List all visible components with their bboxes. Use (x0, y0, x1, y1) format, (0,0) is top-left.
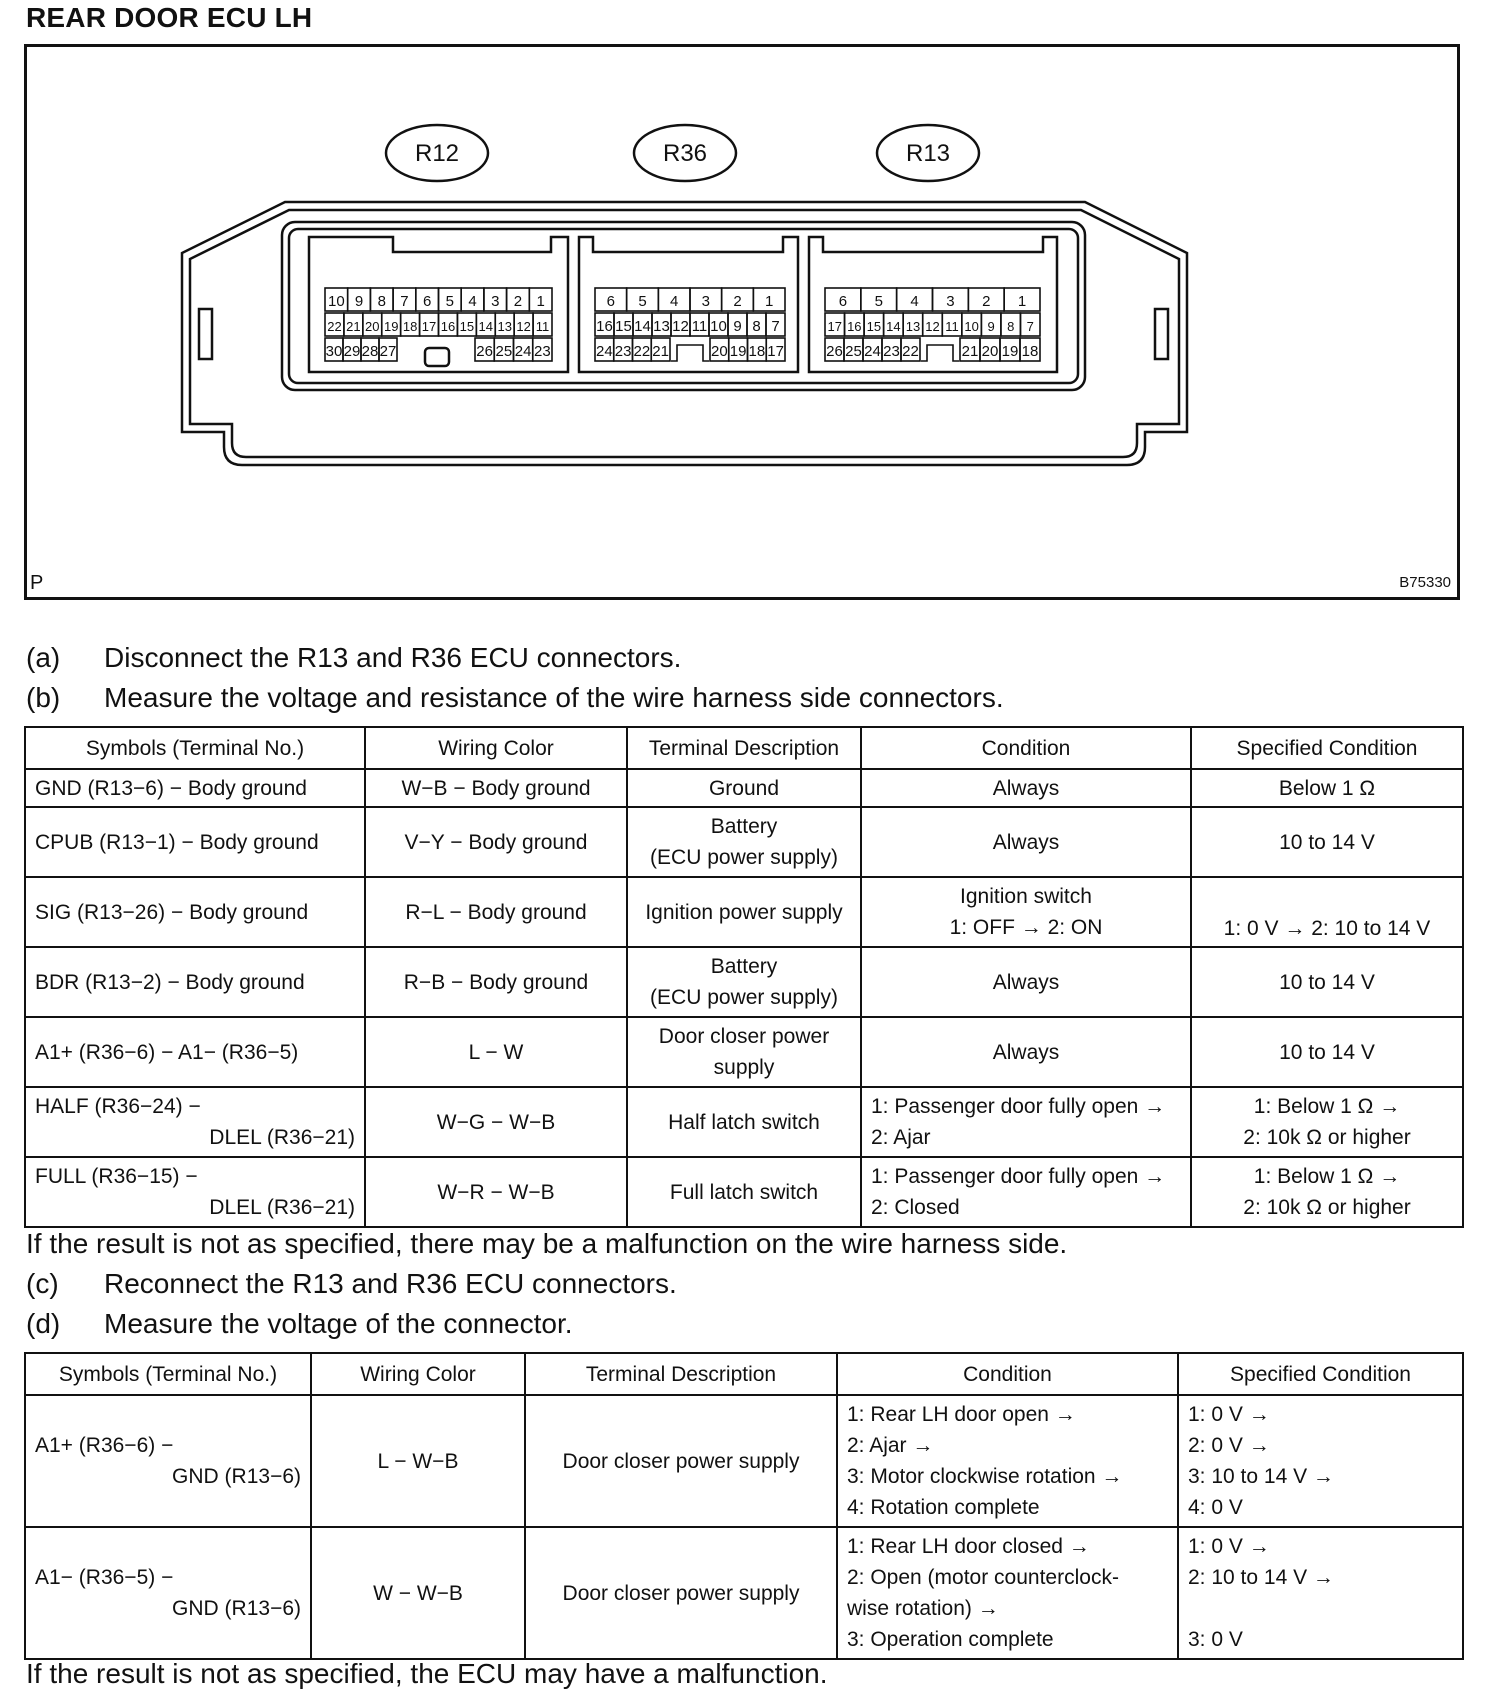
r12-pin-number: 14 (478, 319, 494, 334)
r12-pin-number: 6 (422, 293, 432, 310)
header-symbols: Symbols (Terminal No.) (25, 727, 365, 769)
table-row (25, 807, 1463, 877)
step-b-text: Measure the voltage and resistance of the wire harness side connectors. (104, 682, 1004, 713)
table-row (25, 947, 1463, 1017)
step-c-text: Reconnect the R13 and R36 ECU connectors. (104, 1268, 677, 1299)
r12-pin-number: 16 (440, 319, 456, 334)
cell-wiring: R−B − Body ground (365, 947, 627, 1017)
r12-pin-number: 23 (534, 343, 551, 360)
cell-symbol: GND (R13−6) − Body ground (25, 769, 365, 807)
cell-line: DLEL (R36−21) (209, 1126, 355, 1149)
r36-pin-number: 21 (652, 343, 669, 360)
r13-pin-number: 19 (1001, 343, 1019, 360)
right-side-tab (1155, 309, 1168, 359)
cell-line: Door closer power (658, 1025, 830, 1048)
ecu-voltage-table (24, 1352, 1464, 1660)
r36-pin-number: 22 (633, 343, 651, 360)
r36-pin-number: 6 (606, 293, 616, 310)
cell-description: Door closer power supply (525, 1395, 837, 1527)
table-row (25, 1017, 1463, 1087)
cell-line: supply (713, 1056, 775, 1079)
r12-pin-number: 20 (365, 319, 380, 334)
cell-line: HALF (R36−24) − (35, 1095, 201, 1118)
cell-wiring: W − W−B (311, 1527, 525, 1659)
cell-wiring: L − W (365, 1017, 627, 1087)
r12-pin-number: 13 (497, 319, 512, 334)
header-description: Terminal Description (525, 1353, 837, 1395)
cell-line: 2: 0 V → (1188, 1434, 1270, 1457)
r36-pin-number: 20 (711, 343, 728, 360)
r13-pin-number: 24 (864, 343, 881, 360)
cell-symbol: CPUB (R13−1) − Body ground (25, 807, 365, 877)
r13-pin-number: 18 (1021, 343, 1039, 360)
r36-pin-number: 9 (733, 318, 742, 335)
cell-line: GND (R13−6) (172, 1597, 301, 1620)
cell-description: Ground (627, 769, 861, 807)
r13-lock-notch (921, 345, 959, 361)
cell-wiring: W−R − W−B (365, 1157, 627, 1227)
left-side-tab (199, 309, 212, 359)
cell-line: 1: Below 1 Ω → (1253, 1165, 1401, 1188)
r12-pin-number: 2 (513, 293, 523, 310)
cell-description: Half latch switch (627, 1087, 861, 1157)
r36-pin-number: 17 (767, 343, 784, 360)
cell-condition: Always (861, 1017, 1191, 1087)
cell-condition: Always (861, 769, 1191, 807)
r12-pin-number: 27 (379, 343, 397, 360)
cell-line: 4: Rotation complete (847, 1496, 1040, 1519)
r13-label: R13 (905, 140, 951, 167)
cell-line: 1: Rear LH door open → (847, 1403, 1076, 1426)
r36-pin-number: 18 (748, 343, 766, 360)
cell-line: 2: 10 to 14 V → (1188, 1566, 1334, 1589)
r12-pin-number: 12 (516, 319, 531, 334)
connector-figure (24, 44, 1460, 600)
cell-specified: 10 to 14 V (1191, 1017, 1463, 1087)
header-description: Terminal Description (627, 727, 861, 769)
r12-pin-number: 26 (476, 343, 493, 360)
r13-pin-number: 7 (1026, 319, 1034, 334)
r12-pin-number: 25 (495, 343, 513, 360)
cell-specified: 10 to 14 V (1191, 807, 1463, 877)
r13-pin-number: 20 (981, 343, 999, 360)
header-specified: Specified Condition (1178, 1353, 1463, 1395)
r36-pin-number: 10 (710, 318, 727, 335)
step-b-label: (b) (26, 682, 61, 713)
r12-pin-number: 30 (325, 343, 343, 360)
r13-pin-number: 1 (1017, 293, 1027, 310)
cell-line: A1− (R36−5) − (35, 1566, 174, 1589)
step-c (26, 1268, 677, 1300)
cell-symbol: BDR (R13−2) − Body ground (25, 947, 365, 1017)
r36-pin-number: 15 (615, 318, 632, 335)
step-d-text: Measure the voltage of the connector. (104, 1308, 573, 1339)
cell-specified (1191, 1157, 1463, 1227)
cell-description (627, 947, 861, 1017)
r36-label: R36 (662, 140, 708, 167)
cell-line: 3: Operation complete (847, 1628, 1054, 1651)
cell-line: 3: 0 V (1188, 1628, 1243, 1651)
r13-pin-number: 17 (827, 319, 843, 334)
r36-pin-number: 19 (729, 343, 747, 360)
cell-symbol (25, 1157, 365, 1227)
r13-pin-number: 9 (987, 319, 995, 334)
cell-line: wise rotation) → (847, 1597, 999, 1620)
r12-pin-number: 24 (514, 343, 532, 360)
cell-line: Ignition switch (960, 885, 1092, 908)
r36-pin-number: 12 (672, 318, 689, 335)
r36-pin-number: 24 (596, 343, 613, 360)
cell-symbol (25, 1087, 365, 1157)
header-condition: Condition (861, 727, 1191, 769)
cell-line: Battery (710, 815, 778, 838)
cell-condition (837, 1395, 1178, 1527)
cell-line: 4: 0 V (1188, 1496, 1243, 1519)
cell-description (627, 1017, 861, 1087)
r13-pin-number: 22 (902, 343, 919, 360)
cell-description (627, 807, 861, 877)
header-specified: Specified Condition (1191, 727, 1463, 769)
table-header-row (25, 1353, 1463, 1395)
r12-pin-number: 28 (361, 343, 379, 360)
r12-pin-number: 19 (383, 319, 399, 334)
r13-pin-number: 25 (845, 343, 862, 360)
cell-line: 1: Below 1 Ω → (1253, 1095, 1401, 1118)
r12-pin-number: 17 (421, 319, 437, 334)
step-d-label: (d) (26, 1308, 61, 1339)
cell-line: 1: Passenger door fully open → (871, 1095, 1166, 1118)
cell-line: 1: OFF → 2: ON (949, 916, 1103, 939)
cell-condition (861, 1087, 1191, 1157)
cell-symbol: A1+ (R36−6) − A1− (R36−5) (25, 1017, 365, 1087)
r36-pin-number: 4 (669, 293, 679, 310)
r13-pin-number: 8 (1007, 319, 1015, 334)
cell-specified (1191, 1087, 1463, 1157)
cell-wiring: W−B − Body ground (365, 769, 627, 807)
r12-pin-number: 21 (346, 319, 361, 334)
r13-pin-number: 16 (847, 319, 862, 334)
cell-specified: Below 1 Ω (1191, 769, 1463, 807)
r36-pin-number: 11 (691, 318, 708, 335)
r12-pin-number: 9 (354, 293, 364, 310)
r13-pin-number: 23 (883, 343, 900, 360)
cell-specified (1178, 1395, 1463, 1527)
figure-corner-label: P (30, 572, 44, 594)
r12-pin-number: 3 (491, 293, 500, 310)
cell-line: 3: 10 to 14 V → (1188, 1465, 1334, 1488)
cell-line: (ECU power supply) (650, 846, 838, 869)
cell-specified: 1: 0 V → 2: 10 to 14 V (1191, 877, 1463, 947)
cell-line: 2: Ajar → (847, 1434, 934, 1457)
r36-pin-number: 23 (614, 343, 632, 360)
harness-check-table (24, 726, 1464, 1228)
r12-lock-key (425, 348, 449, 366)
r12-pin-number: 7 (400, 293, 409, 310)
r12-pin-number: 1 (536, 293, 545, 310)
cell-line: 2: Ajar (871, 1126, 931, 1149)
header-wiring: Wiring Color (311, 1353, 525, 1395)
r36-pin-number: 8 (752, 318, 761, 335)
r12-pin-number: 22 (327, 319, 342, 334)
cell-condition: Always (861, 807, 1191, 877)
r12-pin-number: 11 (535, 319, 550, 334)
cell-symbol (25, 1527, 311, 1659)
r13-pin-number: 11 (945, 319, 959, 334)
table-row (25, 1395, 1463, 1527)
r13-pin-number: 21 (961, 343, 979, 360)
r13-pin-number: 5 (874, 293, 883, 310)
r13-pin-number: 4 (910, 293, 919, 310)
cell-description: Full latch switch (627, 1157, 861, 1227)
table-row (25, 877, 1463, 947)
cell-line: 1: Passenger door fully open → (871, 1165, 1166, 1188)
r13-pin-number: 14 (886, 319, 901, 334)
cell-line: 3: Motor clockwise rotation → (847, 1465, 1123, 1488)
step-a-label: (a) (26, 642, 61, 673)
header-wiring: Wiring Color (365, 727, 627, 769)
r13-pin-number: 26 (826, 343, 843, 360)
r13-pin-number: 13 (905, 319, 921, 334)
page-title: REAR DOOR ECU LH (26, 2, 313, 33)
r13-pin-number: 6 (838, 293, 848, 310)
r13-pin-number: 15 (866, 319, 882, 334)
cell-line: Battery (710, 955, 778, 978)
r36-pin-number: 3 (701, 293, 711, 310)
r13-pin-number: 2 (982, 293, 991, 310)
cell-description: Door closer power supply (525, 1527, 837, 1659)
r12-pin-number: 10 (328, 293, 345, 310)
cell-wiring: R−L − Body ground (365, 877, 627, 947)
cell-specified (1178, 1527, 1463, 1659)
r12-pin-number: 18 (402, 319, 418, 334)
cell-line: 2: 10k Ω or higher (1243, 1126, 1411, 1149)
r36-lock-notch (671, 345, 709, 361)
r12-pin-number: 5 (445, 293, 455, 310)
note-harness: If the result is not as specified, there may be a malfunction on the wire harness side. (26, 1228, 1068, 1259)
cell-line: 1: 0 V → (1188, 1403, 1270, 1426)
cell-line (1188, 1593, 1453, 1624)
r12-pin-number: 4 (468, 293, 477, 310)
cell-line: 2: Open (motor counterclock- (847, 1566, 1119, 1589)
r36-pin-number: 16 (596, 318, 613, 335)
table-row (25, 1157, 1463, 1227)
step-d (26, 1308, 573, 1340)
cell-line: 2: Closed (871, 1196, 960, 1219)
cell-specified: 10 to 14 V (1191, 947, 1463, 1017)
cell-symbol (25, 1395, 311, 1527)
step-a-text: Disconnect the R13 and R36 ECU connectors. (104, 642, 682, 673)
r36-pin-number: 5 (638, 293, 647, 310)
cell-line: GND (R13−6) (172, 1465, 301, 1488)
step-c-label: (c) (26, 1268, 59, 1299)
cell-line: 1: Rear LH door closed → (847, 1535, 1090, 1558)
r13-pin-number: 3 (946, 293, 955, 310)
step-b (26, 682, 1004, 714)
r12-pin-number: 8 (377, 293, 386, 310)
note-ecu: If the result is not as specified, the ECU may have a malfunction. (26, 1658, 828, 1689)
table-row (25, 1527, 1463, 1659)
r12-pin-number: 15 (459, 319, 475, 334)
table-row (25, 1087, 1463, 1157)
cell-wiring: W−G − W−B (365, 1087, 627, 1157)
pin-grids (325, 288, 1040, 361)
cell-line: A1+ (R36−6) − (35, 1434, 174, 1457)
header-condition: Condition (837, 1353, 1178, 1395)
cell-line: 1: 0 V → (1188, 1535, 1270, 1558)
r12-pin-number: 29 (343, 343, 361, 360)
r12-label: R12 (414, 140, 460, 167)
cell-wiring: L − W−B (311, 1395, 525, 1527)
table-row (25, 769, 1463, 807)
figure-code: B75330 (1399, 574, 1451, 591)
cell-condition (861, 877, 1191, 947)
cell-line: DLEL (R36−21) (209, 1196, 355, 1219)
cell-condition: Always (861, 947, 1191, 1017)
r13-pin-number: 12 (925, 319, 940, 334)
cell-condition (837, 1527, 1178, 1659)
cell-line: 2: 10k Ω or higher (1243, 1196, 1411, 1219)
r36-pin-number: 2 (733, 293, 742, 310)
r36-pin-number: 7 (771, 318, 780, 335)
cell-line: FULL (R36−15) − (35, 1165, 198, 1188)
ecu-connector-diagram (27, 47, 1457, 597)
table-header-row (25, 727, 1463, 769)
cell-symbol: SIG (R13−26) − Body ground (25, 877, 365, 947)
header-symbols: Symbols (Terminal No.) (25, 1353, 311, 1395)
cell-line: (ECU power supply) (650, 986, 838, 1009)
step-a (26, 642, 681, 674)
r36-pin-number: 13 (653, 318, 670, 335)
cell-condition (861, 1157, 1191, 1227)
r36-pin-number: 14 (634, 318, 651, 335)
cell-wiring: V−Y − Body ground (365, 807, 627, 877)
r36-pin-number: 1 (764, 293, 774, 310)
cell-description: Ignition power supply (627, 877, 861, 947)
r13-pin-number: 10 (964, 319, 979, 334)
